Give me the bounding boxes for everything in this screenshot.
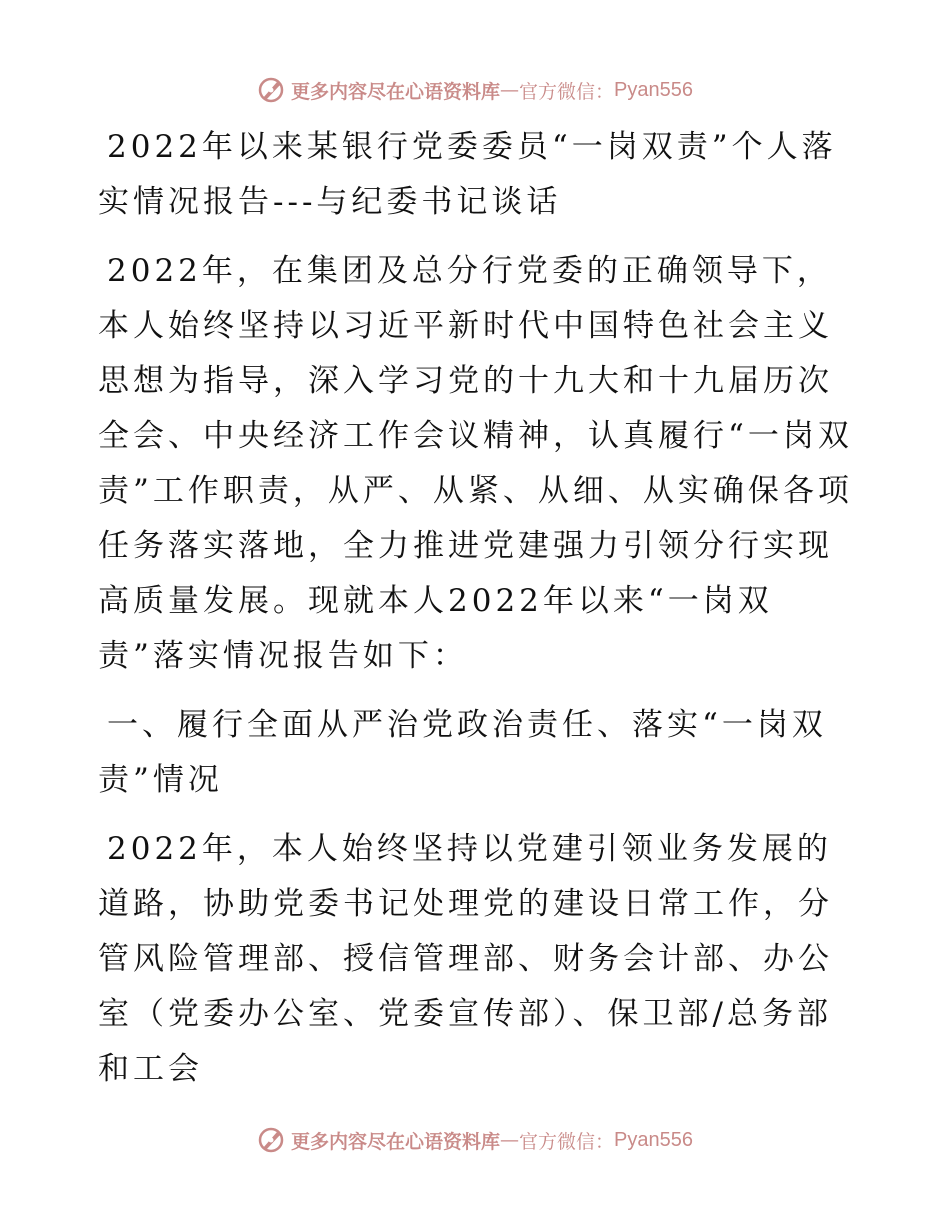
watermark-label: 更多内容尽在心语资料库 — [291, 1130, 501, 1153]
paragraph-intro: 2022年，在集团及总分行党委的正确领导下，本人始终坚持以习近平新时代中国特色社会主义思想为指导，深入学习党的十九大和十九届历次全会、中央经济工作会议精神，认真履行“一岗双责”工作职责，从严、从紧、从细、从实确保各项任务落实落地，全力推进党建强力引领分行实现高质量发展。现就本人2022年以来“一岗双责”落实情况报告如下： — [98, 253, 853, 674]
watermark-dash: — — [500, 79, 520, 101]
watermark-dash: — — [500, 1129, 520, 1151]
watermark-label: 更多内容尽在心语资料库 — [291, 80, 501, 103]
watermark-id: Pyan556 — [614, 78, 693, 101]
section-heading-1: 一、履行全面从严治党政治责任、落实“一岗双责”情况 — [98, 707, 827, 798]
document-title: 2022年以来某银行党委委员“一岗双责”个人落实情况报告---与纪委书记谈话 — [98, 129, 837, 220]
document-body — [98, 120, 858, 1111]
watermark-official-label: 官方微信： — [519, 80, 615, 103]
pen-logo-icon — [257, 76, 285, 104]
paragraph-section-1: 2022年，本人始终坚持以党建引领业务发展的道路，协助党委书记处理党的建设日常工作，分管风险管理部、授信管理部、财务会计部、办公室（党委办公室、党委宣传部）、保卫部/总务部和工会 — [98, 831, 833, 1087]
footer-watermark — [0, 1124, 950, 1156]
header-watermark — [0, 74, 950, 106]
pen-logo-icon — [257, 1126, 285, 1154]
watermark-id: Pyan556 — [614, 1128, 693, 1151]
watermark-official-label: 官方微信： — [519, 1130, 615, 1153]
